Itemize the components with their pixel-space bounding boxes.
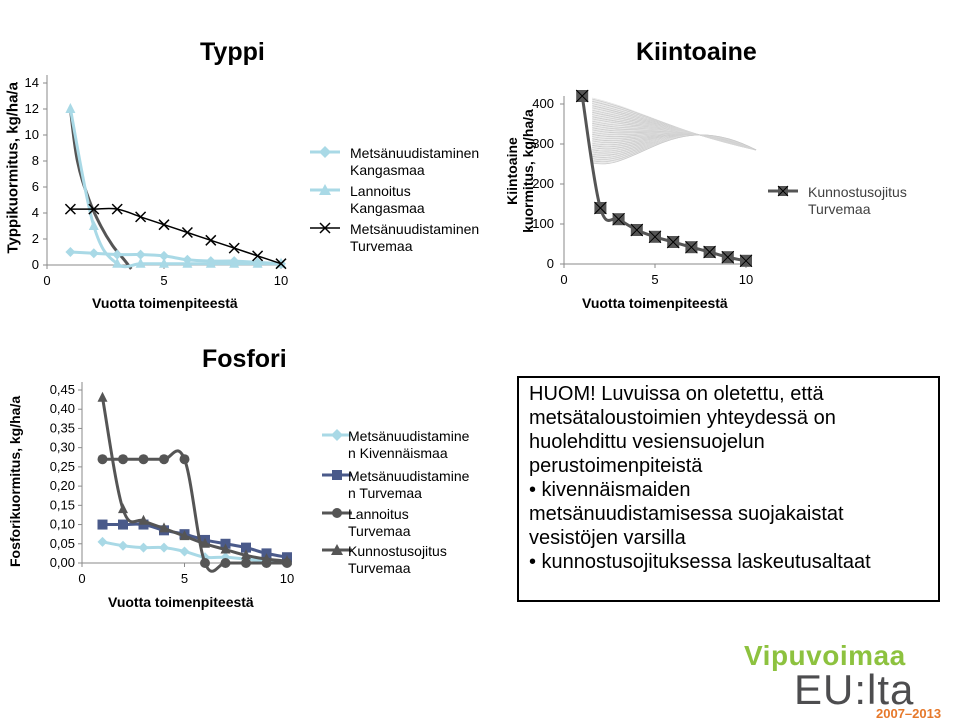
note-line: HUOM! Luvuissa on oletettu, että [529, 383, 824, 405]
legend-label: Metsänuudistamine n Turvemaa [348, 468, 470, 501]
legend-label: Metsänuudistaminen Kangasmaa [350, 145, 480, 178]
y-tick-label: 0,15 [49, 497, 75, 513]
y-tick-label: 400 [532, 96, 554, 111]
y-tick-label: 4 [31, 205, 39, 220]
y-tick-label: 0,35 [49, 420, 75, 436]
typpi-x-axis-label: Vuotta toimenpiteestä [92, 295, 238, 311]
kiintoaine-chart-title: Kiintoaine [636, 38, 757, 66]
data-point [139, 454, 149, 464]
typpi-y-axis-label: Typpikuormitus, kg/ha/a [4, 82, 22, 254]
fosfori-legend [322, 428, 502, 588]
data-point [159, 454, 169, 464]
legend-label: Kunnostusojitus Turvemaa [808, 184, 907, 217]
data-point [159, 543, 169, 553]
data-point [221, 558, 231, 568]
data-point [98, 454, 108, 464]
legend-label: Kunnostusojitus Turvemaa [348, 543, 447, 576]
y-tick-label: 6 [31, 179, 39, 194]
y-tick-label: 0,30 [49, 439, 75, 455]
y-tick-label: 0,45 [49, 382, 75, 397]
eu-logo [744, 640, 944, 724]
note-box [517, 376, 940, 602]
x-tick-label: 0 [560, 272, 568, 287]
note-line: huolehdittu vesiensuojelun [529, 431, 765, 453]
x-tick-label: 5 [651, 272, 659, 287]
y-tick-label: 0,05 [49, 535, 75, 551]
data-point [200, 558, 210, 568]
kiintoaine-y-axis-label: Kiintoaine kuormitus, kg/ha/a [504, 109, 536, 233]
y-tick-label: 0,20 [49, 478, 75, 494]
data-point [118, 520, 128, 530]
fosfori-chart-title: Fosfori [202, 345, 287, 373]
x-tick-label: 10 [273, 273, 289, 288]
note-line: perustoimenpiteistä [529, 455, 703, 477]
y-tick-label: 200 [532, 176, 554, 191]
data-point [180, 454, 190, 464]
note-line: metsätaloustoimien yhteydessä on [529, 407, 836, 429]
kiintoaine-x-axis-label: Vuotta toimenpiteestä [582, 295, 728, 311]
logo-eu-text: EU:lta [794, 666, 915, 713]
data-point [98, 392, 108, 402]
legend-label: Lannoitus Kangasmaa [350, 183, 425, 216]
legend-label: Lannoitus Turvemaa [348, 506, 411, 539]
y-tick-label: 100 [532, 216, 554, 231]
logo-years-text: 2007–2013 [876, 706, 942, 721]
y-tick-label: 0,00 [49, 555, 75, 570]
y-tick-label: 300 [532, 136, 554, 151]
data-point [139, 543, 149, 553]
data-point [118, 503, 128, 513]
legend-label: Metsänuudistaminen Turvemaa [350, 221, 480, 254]
y-tick-label: 8 [31, 153, 39, 168]
y-tick-label: 0,10 [49, 516, 75, 532]
x-tick-label: 5 [160, 273, 168, 288]
data-point [98, 537, 108, 547]
y-tick-label: 0 [31, 257, 39, 272]
y-tick-label: 10 [24, 127, 39, 142]
y-tick-label: 12 [24, 101, 39, 116]
note-line: • kunnostusojituksessa laskeutusaltaat [529, 551, 871, 573]
legend-label: Metsänuudistamine n Kivennäismaa [348, 428, 470, 461]
data-point [180, 546, 190, 556]
fosfori-x-axis-label: Vuotta toimenpiteestä [108, 594, 254, 610]
x-tick-label: 0 [43, 273, 51, 288]
x-tick-label: 10 [738, 272, 754, 287]
x-tick-label: 5 [180, 571, 189, 586]
y-tick-label: 0 [546, 256, 554, 271]
y-tick-label: 0,25 [49, 458, 75, 474]
y-tick-label: 2 [31, 231, 39, 246]
data-point [241, 558, 251, 568]
y-tick-label: 0,40 [49, 401, 75, 417]
data-point [118, 541, 128, 551]
x-tick-label: 0 [78, 571, 86, 586]
data-point [98, 520, 108, 530]
x-tick-label: 10 [279, 571, 295, 586]
note-line: • kivennäismaiden [529, 479, 691, 501]
data-point [118, 454, 128, 464]
note-line: vesistöjen varsilla [529, 527, 686, 549]
typpi-chart-title: Typpi [200, 38, 265, 66]
note-line: metsänuudistamisessa suojakaistat [529, 503, 844, 525]
logo-top-text: Vipuvoimaa [744, 640, 906, 671]
y-tick-label: 14 [24, 75, 39, 90]
fosfori-y-axis-label: Fosforikuormitus, kg/ha/a [7, 395, 23, 567]
